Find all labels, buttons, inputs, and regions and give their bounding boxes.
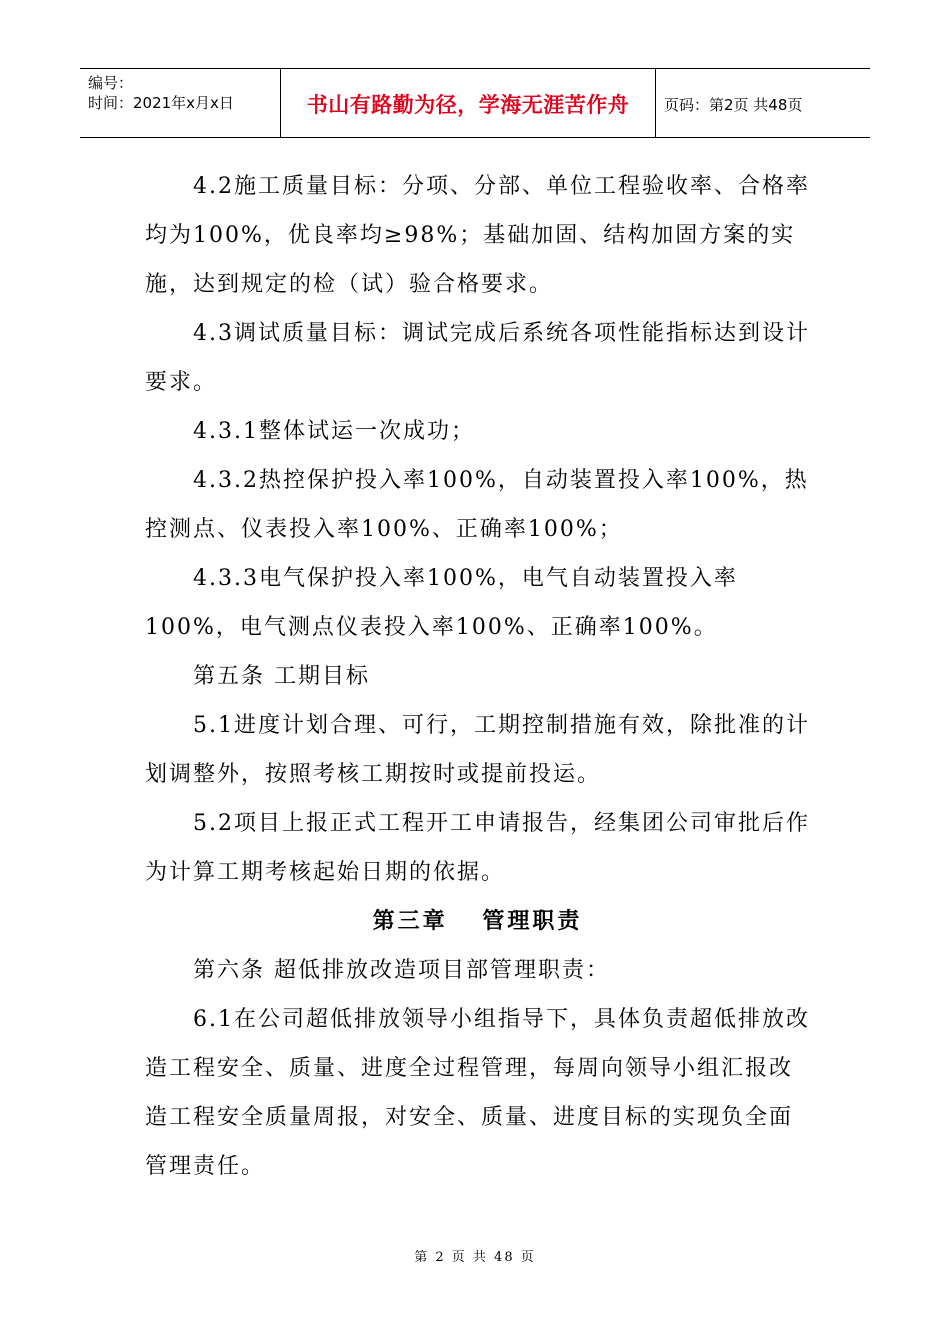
article-5-heading: 第五条 工期目标 (193, 664, 370, 689)
header-motto: 书山有路勤为径，学海无涯苦作舟 (281, 69, 656, 137)
document-number-label: 编号： (88, 74, 134, 92)
header-page-info: 页码：第2页 共48页 (664, 95, 803, 114)
paragraph-5-1: 5.1进度计划合理、可行，工期控制措施有效，除批准的计划调整外，按照考核工期按时或提前投运。 (145, 713, 810, 787)
paragraph-4-3-1: 4.3.1整体试运一次成功； (193, 419, 475, 444)
page-header (80, 68, 870, 138)
paragraph-4-3-2: 4.3.2热控保护投入率100%，自动装置投入率100%，热控测点、仪表投入率100%、正确率100%； (145, 468, 809, 542)
header-meta (80, 69, 281, 137)
paragraph-6-1: 6.1在公司超低排放领导小组指导下，具体负责超低排放改造工程安全、质量、进度全过程管理，每周向领导小组汇报改造工程安全质量周报，对安全、质量、进度目标的实现负全面管理责任。 (145, 1007, 810, 1179)
paragraph-4-3-3: 4.3.3电气保护投入率100%，电气自动装置投入率100%，电气测点仪表投入率100%、正确率100%。 (145, 566, 738, 640)
page-footer: 第 2 页 共 48 页 (414, 1250, 536, 1265)
paragraph-4-2: 4.2施工质量目标：分项、分部、单位工程验收率、合格率均为100%，优良率均≥98%；基础加固、结构加固方案的实施，达到规定的检（试）验合格要求。 (145, 174, 810, 297)
article-6-heading: 第六条 超低排放改造项目部管理职责： (193, 958, 610, 983)
document-time-label: 时间：2021年x月x日 (88, 94, 234, 112)
paragraph-4-3: 4.3调试质量目标：调试完成后系统各项性能指标达到设计要求。 (145, 321, 810, 395)
chapter-title: 第三章 管理职责 (372, 909, 583, 934)
document-body (145, 162, 810, 1191)
paragraph-5-2: 5.2项目上报正式工程开工申请报告，经集团公司审批后作为计算工期考核起始日期的依据。 (145, 811, 810, 885)
